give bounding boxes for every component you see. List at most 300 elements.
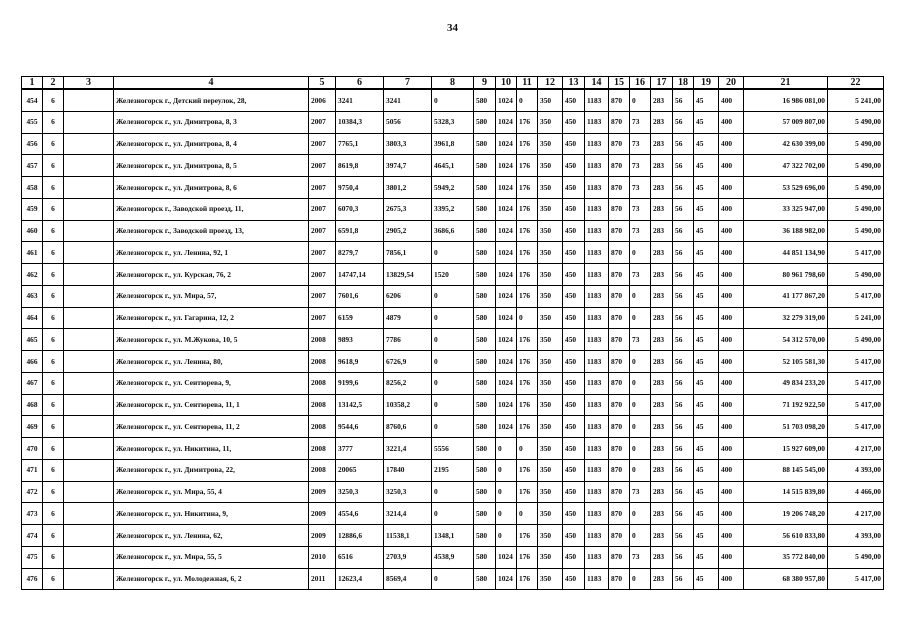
table-cell-col-14: 1183 [585, 89, 609, 111]
table-cell-col-15: 870 [609, 242, 630, 264]
table-cell-col-10: 0 [496, 481, 517, 503]
table-cell-col-22: 5 490,00 [828, 198, 884, 220]
table-cell-col-12: 350 [538, 481, 563, 503]
column-header-13: 13 [563, 77, 585, 90]
table-cell-col-14: 1183 [585, 459, 609, 481]
table-cell-col-4: Железногорск г., ул. Сентюрева, 11, 2 [114, 416, 309, 438]
column-header-15: 15 [609, 77, 630, 90]
table-cell-col-1: 456 [22, 133, 43, 155]
table-cell-col-11: 0 [517, 503, 538, 525]
table-cell-col-5: 2011 [309, 568, 336, 590]
table-cell-col-17: 283 [651, 177, 673, 199]
table-cell-col-7: 11538,1 [384, 525, 432, 547]
table-cell-col-18: 56 [673, 264, 694, 286]
table-cell-col-8: 4645,1 [432, 155, 474, 177]
table-cell-col-4: Железногорск г., ул. Ленина, 92, 1 [114, 242, 309, 264]
table-cell-col-16: 73 [630, 329, 651, 351]
table-cell-col-9: 580 [474, 329, 496, 351]
table-cell-col-17: 283 [651, 481, 673, 503]
table-cell-col-9: 580 [474, 394, 496, 416]
table-cell-col-14: 1183 [585, 416, 609, 438]
table-cell-col-13: 450 [563, 372, 585, 394]
table-cell-col-10: 1024 [496, 111, 517, 133]
table-cell-col-15: 870 [609, 285, 630, 307]
table-cell-col-3 [64, 111, 114, 133]
table-cell-col-7: 6206 [384, 285, 432, 307]
column-header-10: 10 [496, 77, 517, 90]
table-cell-col-18: 56 [673, 546, 694, 568]
table-cell-col-19: 45 [694, 264, 719, 286]
table-cell-col-6: 6516 [336, 546, 384, 568]
table-cell-col-3 [64, 568, 114, 590]
table-cell-col-3 [64, 133, 114, 155]
table-cell-col-10: 1024 [496, 285, 517, 307]
table-cell-col-10: 0 [496, 503, 517, 525]
table-cell-col-6: 4554,6 [336, 503, 384, 525]
table-cell-col-1: 455 [22, 111, 43, 133]
table-cell-col-10: 1024 [496, 264, 517, 286]
table-cell-col-7: 17840 [384, 459, 432, 481]
table-cell-col-13: 450 [563, 503, 585, 525]
table-cell-col-7: 10358,2 [384, 394, 432, 416]
table-cell-col-2: 6 [43, 155, 64, 177]
table-cell-col-7: 13829,54 [384, 264, 432, 286]
table-cell-col-19: 45 [694, 459, 719, 481]
table-cell-col-8: 0 [432, 351, 474, 373]
table-cell-col-12: 350 [538, 416, 563, 438]
table-cell-col-15: 870 [609, 394, 630, 416]
table-cell-col-12: 350 [538, 394, 563, 416]
table-cell-col-6: 14747,14 [336, 264, 384, 286]
table-cell-col-15: 870 [609, 307, 630, 329]
table-cell-col-21: 47 322 702,00 [744, 155, 828, 177]
table-cell-col-13: 450 [563, 438, 585, 460]
table-cell-col-19: 45 [694, 546, 719, 568]
table-cell-col-14: 1183 [585, 220, 609, 242]
table-cell-col-20: 400 [719, 459, 744, 481]
table-cell-col-22: 5 490,00 [828, 220, 884, 242]
table-cell-col-5: 2008 [309, 459, 336, 481]
table-row [22, 459, 884, 481]
table-cell-col-14: 1183 [585, 546, 609, 568]
table-cell-col-16: 73 [630, 546, 651, 568]
table-cell-col-14: 1183 [585, 198, 609, 220]
table-cell-col-4: Железногорск г., ул. Мира, 55, 5 [114, 546, 309, 568]
table-cell-col-13: 450 [563, 546, 585, 568]
table-cell-col-18: 56 [673, 438, 694, 460]
table-cell-col-15: 870 [609, 198, 630, 220]
table-cell-col-16: 0 [630, 89, 651, 111]
table-cell-col-19: 45 [694, 394, 719, 416]
table-cell-col-12: 350 [538, 133, 563, 155]
table-row [22, 242, 884, 264]
table-cell-col-19: 45 [694, 372, 719, 394]
table-row [22, 329, 884, 351]
table-cell-col-6: 12886,6 [336, 525, 384, 547]
table-cell-col-2: 6 [43, 89, 64, 111]
table-cell-col-8: 2195 [432, 459, 474, 481]
table-cell-col-7: 2905,2 [384, 220, 432, 242]
table-cell-col-17: 283 [651, 459, 673, 481]
table-cell-col-15: 870 [609, 220, 630, 242]
table-cell-col-14: 1183 [585, 438, 609, 460]
table-cell-col-18: 56 [673, 242, 694, 264]
table-cell-col-3 [64, 351, 114, 373]
table-cell-col-19: 45 [694, 177, 719, 199]
table-cell-col-4: Железногорск г., ул. Сентюрева, 9, [114, 372, 309, 394]
table-cell-col-6: 6070,3 [336, 198, 384, 220]
table-cell-col-2: 6 [43, 285, 64, 307]
table-cell-col-2: 6 [43, 242, 64, 264]
table-cell-col-11: 176 [517, 133, 538, 155]
table-cell-col-11: 176 [517, 568, 538, 590]
housing-register-table [21, 76, 884, 590]
table-cell-col-12: 350 [538, 438, 563, 460]
table-cell-col-19: 45 [694, 568, 719, 590]
table-cell-col-9: 580 [474, 198, 496, 220]
table-cell-col-22: 5 417,00 [828, 285, 884, 307]
table-cell-col-6: 9750,4 [336, 177, 384, 199]
table-cell-col-12: 350 [538, 177, 563, 199]
table-cell-col-11: 176 [517, 394, 538, 416]
table-cell-col-18: 56 [673, 351, 694, 373]
table-cell-col-3 [64, 89, 114, 111]
table-cell-col-19: 45 [694, 351, 719, 373]
table-row [22, 525, 884, 547]
table-cell-col-3 [64, 329, 114, 351]
table-cell-col-6: 3250,3 [336, 481, 384, 503]
table-cell-col-10: 0 [496, 438, 517, 460]
table-cell-col-16: 0 [630, 416, 651, 438]
table-cell-col-11: 176 [517, 525, 538, 547]
column-header-11: 11 [517, 77, 538, 90]
table-cell-col-6: 8619,8 [336, 155, 384, 177]
table-cell-col-14: 1183 [585, 307, 609, 329]
table-cell-col-2: 6 [43, 264, 64, 286]
table-cell-col-22: 5 490,00 [828, 133, 884, 155]
table-cell-col-5: 2007 [309, 198, 336, 220]
table-cell-col-18: 56 [673, 525, 694, 547]
table-cell-col-16: 0 [630, 503, 651, 525]
table-cell-col-19: 45 [694, 438, 719, 460]
table-cell-col-3 [64, 155, 114, 177]
table-cell-col-19: 45 [694, 133, 719, 155]
column-header-9: 9 [474, 77, 496, 90]
table-cell-col-16: 0 [630, 525, 651, 547]
table-cell-col-3 [64, 198, 114, 220]
table-cell-col-3 [64, 264, 114, 286]
table-cell-col-3 [64, 525, 114, 547]
table-cell-col-17: 283 [651, 89, 673, 111]
table-cell-col-19: 45 [694, 481, 719, 503]
table-cell-col-14: 1183 [585, 394, 609, 416]
table-cell-col-6: 3241 [336, 89, 384, 111]
table-cell-col-5: 2007 [309, 111, 336, 133]
table-cell-col-1: 461 [22, 242, 43, 264]
table-cell-col-9: 580 [474, 525, 496, 547]
table-cell-col-20: 400 [719, 394, 744, 416]
table-cell-col-20: 400 [719, 503, 744, 525]
table-cell-col-16: 0 [630, 459, 651, 481]
table-cell-col-11: 176 [517, 459, 538, 481]
table-cell-col-20: 400 [719, 285, 744, 307]
table-cell-col-21: 16 986 081,00 [744, 89, 828, 111]
table-cell-col-12: 350 [538, 111, 563, 133]
table-cell-col-1: 462 [22, 264, 43, 286]
table-cell-col-9: 580 [474, 459, 496, 481]
column-header-16: 16 [630, 77, 651, 90]
table-cell-col-14: 1183 [585, 155, 609, 177]
table-cell-col-10: 0 [496, 525, 517, 547]
table-cell-col-9: 580 [474, 372, 496, 394]
table-cell-col-11: 176 [517, 177, 538, 199]
table-cell-col-6: 10384,3 [336, 111, 384, 133]
table-cell-col-12: 350 [538, 351, 563, 373]
table-cell-col-5: 2007 [309, 242, 336, 264]
table-cell-col-4: Железногорск г., ул. Димитрова, 8, 3 [114, 111, 309, 133]
table-cell-col-22: 4 217,00 [828, 503, 884, 525]
table-cell-col-13: 450 [563, 307, 585, 329]
table-cell-col-1: 473 [22, 503, 43, 525]
table-cell-col-14: 1183 [585, 177, 609, 199]
column-header-22: 22 [828, 77, 884, 90]
table-cell-col-20: 400 [719, 351, 744, 373]
table-cell-col-5: 2007 [309, 133, 336, 155]
table-cell-col-2: 6 [43, 372, 64, 394]
table-cell-col-12: 350 [538, 546, 563, 568]
table-cell-col-7: 7786 [384, 329, 432, 351]
table-cell-col-21: 44 851 134,90 [744, 242, 828, 264]
table-cell-col-3 [64, 546, 114, 568]
table-cell-col-21: 32 279 319,00 [744, 307, 828, 329]
table-row [22, 133, 884, 155]
table-cell-col-20: 400 [719, 329, 744, 351]
table-cell-col-22: 5 490,00 [828, 264, 884, 286]
table-cell-col-16: 73 [630, 481, 651, 503]
table-cell-col-9: 580 [474, 242, 496, 264]
table-cell-col-10: 1024 [496, 177, 517, 199]
table-cell-col-11: 176 [517, 329, 538, 351]
table-cell-col-10: 1024 [496, 329, 517, 351]
table-cell-col-18: 56 [673, 220, 694, 242]
table-cell-col-2: 6 [43, 525, 64, 547]
table-cell-col-11: 176 [517, 220, 538, 242]
table-cell-col-3 [64, 372, 114, 394]
table-cell-col-11: 176 [517, 198, 538, 220]
table-cell-col-22: 4 393,00 [828, 525, 884, 547]
table-cell-col-2: 6 [43, 459, 64, 481]
table-cell-col-21: 49 834 233,20 [744, 372, 828, 394]
table-cell-col-11: 176 [517, 481, 538, 503]
table-cell-col-5: 2008 [309, 438, 336, 460]
table-cell-col-3 [64, 177, 114, 199]
column-header-12: 12 [538, 77, 563, 90]
table-cell-col-17: 283 [651, 329, 673, 351]
table-cell-col-17: 283 [651, 242, 673, 264]
table-cell-col-7: 3801,2 [384, 177, 432, 199]
page-number: 34 [447, 22, 458, 34]
table-cell-col-6: 9544,6 [336, 416, 384, 438]
table-cell-col-14: 1183 [585, 525, 609, 547]
table-cell-col-20: 400 [719, 155, 744, 177]
table-cell-col-1: 465 [22, 329, 43, 351]
table-cell-col-8: 0 [432, 481, 474, 503]
table-cell-col-17: 283 [651, 372, 673, 394]
table-cell-col-13: 450 [563, 242, 585, 264]
table-cell-col-21: 52 105 581,30 [744, 351, 828, 373]
table-cell-col-2: 6 [43, 220, 64, 242]
table-cell-col-11: 176 [517, 155, 538, 177]
table-cell-col-1: 474 [22, 525, 43, 547]
table-cell-col-9: 580 [474, 133, 496, 155]
table-row [22, 220, 884, 242]
table-cell-col-8: 0 [432, 329, 474, 351]
table-cell-col-11: 176 [517, 111, 538, 133]
table-cell-col-13: 450 [563, 394, 585, 416]
table-cell-col-17: 283 [651, 351, 673, 373]
table-cell-col-4: Железногорск г., Детский переулок, 28, [114, 89, 309, 111]
table-cell-col-12: 350 [538, 198, 563, 220]
table-cell-col-15: 870 [609, 372, 630, 394]
table-cell-col-4: Железногорск г., Заводской проезд, 13, [114, 220, 309, 242]
table-cell-col-11: 176 [517, 285, 538, 307]
table-cell-col-14: 1183 [585, 503, 609, 525]
table-cell-col-20: 400 [719, 242, 744, 264]
table-cell-col-6: 12623,4 [336, 568, 384, 590]
column-number-header [22, 77, 884, 90]
table-cell-col-13: 450 [563, 198, 585, 220]
table-row [22, 416, 884, 438]
table-cell-col-21: 19 206 748,20 [744, 503, 828, 525]
table-cell-col-5: 2007 [309, 220, 336, 242]
table-row [22, 111, 884, 133]
table-cell-col-17: 283 [651, 525, 673, 547]
column-header-6: 6 [336, 77, 384, 90]
table-cell-col-19: 45 [694, 155, 719, 177]
table-cell-col-16: 73 [630, 155, 651, 177]
table-cell-col-16: 0 [630, 307, 651, 329]
table-cell-col-9: 580 [474, 481, 496, 503]
table-cell-col-16: 73 [630, 264, 651, 286]
table-cell-col-1: 466 [22, 351, 43, 373]
table-cell-col-15: 870 [609, 177, 630, 199]
table-cell-col-9: 580 [474, 155, 496, 177]
table-cell-col-21: 15 927 609,00 [744, 438, 828, 460]
table-cell-col-21: 36 188 982,00 [744, 220, 828, 242]
table-cell-col-2: 6 [43, 438, 64, 460]
table-cell-col-5: 2008 [309, 372, 336, 394]
table-cell-col-1: 467 [22, 372, 43, 394]
table-cell-col-21: 54 312 570,00 [744, 329, 828, 351]
table-cell-col-1: 469 [22, 416, 43, 438]
table-cell-col-4: Железногорск г., ул. Мира, 57, [114, 285, 309, 307]
table-cell-col-13: 450 [563, 264, 585, 286]
table-cell-col-1: 464 [22, 307, 43, 329]
table-cell-col-18: 56 [673, 372, 694, 394]
table-cell-col-8: 0 [432, 394, 474, 416]
table-cell-col-8: 0 [432, 416, 474, 438]
table-cell-col-2: 6 [43, 481, 64, 503]
table-cell-col-5: 2009 [309, 481, 336, 503]
table-cell-col-6: 13142,5 [336, 394, 384, 416]
table-cell-col-15: 870 [609, 351, 630, 373]
table-cell-col-5: 2009 [309, 525, 336, 547]
table-row [22, 285, 884, 307]
table-cell-col-7: 4879 [384, 307, 432, 329]
table-cell-col-10: 1024 [496, 416, 517, 438]
table-cell-col-9: 580 [474, 351, 496, 373]
table-cell-col-2: 6 [43, 416, 64, 438]
table-cell-col-22: 5 417,00 [828, 351, 884, 373]
table-cell-col-8: 4538,9 [432, 546, 474, 568]
column-header-8: 8 [432, 77, 474, 90]
table-cell-col-21: 41 177 867,20 [744, 285, 828, 307]
table-cell-col-1: 475 [22, 546, 43, 568]
table-cell-col-15: 870 [609, 111, 630, 133]
table-row [22, 568, 884, 590]
table-cell-col-8: 0 [432, 89, 474, 111]
table-cell-col-20: 400 [719, 198, 744, 220]
table-cell-col-17: 283 [651, 198, 673, 220]
table-cell-col-15: 870 [609, 416, 630, 438]
table-cell-col-11: 176 [517, 264, 538, 286]
table-cell-col-8: 0 [432, 307, 474, 329]
table-cell-col-21: 88 145 545,00 [744, 459, 828, 481]
table-cell-col-3 [64, 459, 114, 481]
table-cell-col-11: 176 [517, 416, 538, 438]
table-cell-col-9: 580 [474, 177, 496, 199]
table-cell-col-22: 5 417,00 [828, 568, 884, 590]
table-row [22, 155, 884, 177]
table-cell-col-1: 472 [22, 481, 43, 503]
table-cell-col-18: 56 [673, 133, 694, 155]
table-cell-col-18: 56 [673, 459, 694, 481]
table-cell-col-10: 0 [496, 459, 517, 481]
table-cell-col-16: 0 [630, 438, 651, 460]
table-cell-col-18: 56 [673, 568, 694, 590]
table-cell-col-4: Железногорск г., Заводской проезд, 11, [114, 198, 309, 220]
table-cell-col-22: 4 393,00 [828, 459, 884, 481]
table-cell-col-8: 3686,6 [432, 220, 474, 242]
column-header-7: 7 [384, 77, 432, 90]
table-cell-col-4: Железногорск г., ул. Ленина, 62, [114, 525, 309, 547]
table-cell-col-5: 2008 [309, 329, 336, 351]
table-row [22, 438, 884, 460]
table-cell-col-16: 0 [630, 242, 651, 264]
table-row [22, 177, 884, 199]
table-cell-col-17: 283 [651, 438, 673, 460]
table-cell-col-1: 459 [22, 198, 43, 220]
column-header-17: 17 [651, 77, 673, 90]
table-cell-col-12: 350 [538, 503, 563, 525]
table-cell-col-7: 6726,9 [384, 351, 432, 373]
column-header-20: 20 [719, 77, 744, 90]
table-cell-col-8: 5949,2 [432, 177, 474, 199]
table-cell-col-6: 9618,9 [336, 351, 384, 373]
column-header-1: 1 [22, 77, 43, 90]
table-cell-col-19: 45 [694, 198, 719, 220]
table-row [22, 351, 884, 373]
table-cell-col-15: 870 [609, 546, 630, 568]
column-header-3: 3 [64, 77, 114, 90]
table-cell-col-8: 0 [432, 285, 474, 307]
table-cell-col-13: 450 [563, 416, 585, 438]
table-cell-col-16: 0 [630, 285, 651, 307]
table-cell-col-18: 56 [673, 416, 694, 438]
table-cell-col-3 [64, 394, 114, 416]
table-cell-col-15: 870 [609, 525, 630, 547]
table-cell-col-15: 870 [609, 264, 630, 286]
